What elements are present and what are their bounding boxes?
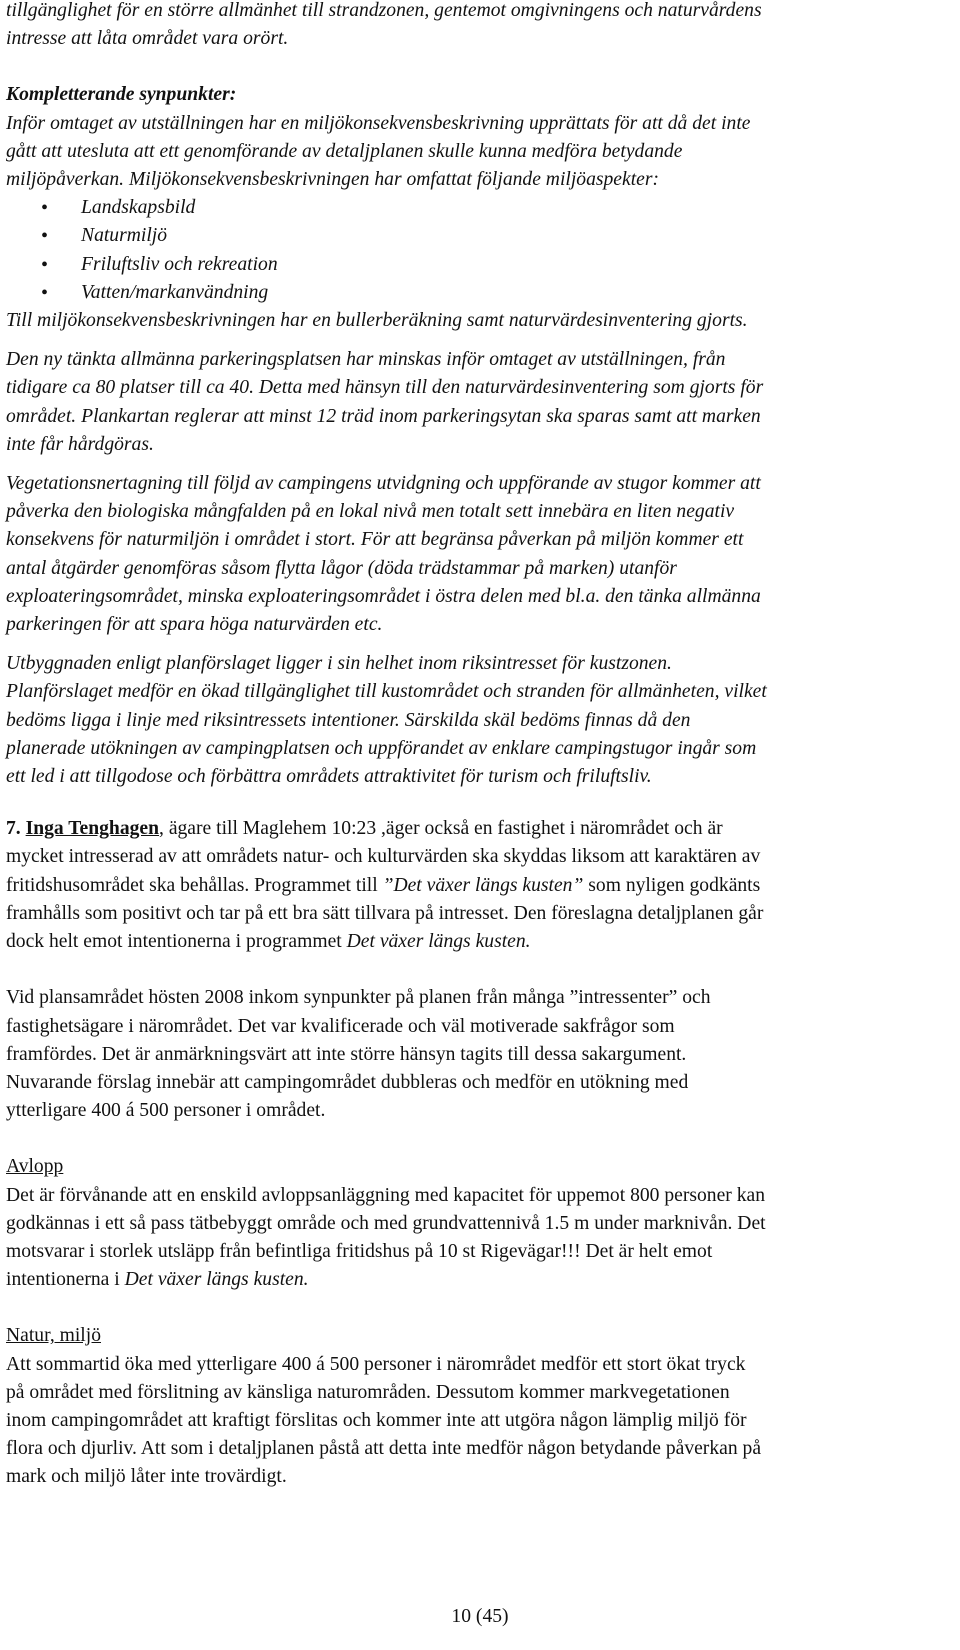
- line: parkeringen för att spara höga naturvärden etc.: [6, 614, 383, 636]
- list-item: • Friluftsliv och rekreation: [6, 251, 912, 279]
- line: Planförslaget medför en ökad tillgänglighet till kustområdet och stranden för allmänheten, vilket: [6, 681, 767, 703]
- line: dock helt emot intentionerna i programmet: [6, 931, 347, 953]
- list-item: • Landskapsbild: [6, 194, 912, 222]
- miljoaspekter-list: [6, 194, 912, 307]
- item-number: 7.: [6, 818, 21, 840]
- line: fastighetsägare i närområdet. Det var kvalificerade och väl motiverade sakfrågor som: [6, 1015, 675, 1037]
- line: Nuvarande förslag innebär att campingområdet dubbleras och medför en utökning med: [6, 1071, 689, 1093]
- line: Att sommartid öka med ytterligare 400 á 500 personer i närområdet medför ett stort ökat tryck: [6, 1353, 746, 1375]
- line: miljöpåverkan. Miljökonsekvensbeskrivningen har omfattat följande miljöaspekter:: [6, 169, 659, 191]
- line: gått att utesluta att ett genomförande av detaljplanen skulle kunna medföra betydande: [6, 140, 683, 162]
- line: Den ny tänkta allmänna parkeringsplatsen har minskas inför omtaget av utställningen, från: [6, 349, 726, 371]
- line: fritidshusområdet ska behållas. Programmet till: [6, 874, 383, 896]
- line: motsvarar i storlek utsläpp från befintliga fritidshus på 10 st Rigevägar!!! Det är helt emot: [6, 1240, 713, 1262]
- list-item: • Vatten/markanvändning: [6, 279, 912, 307]
- line: intresse att låta området vara orört.: [6, 28, 289, 50]
- line: ytterligare 400 á 500 personer i området.: [6, 1100, 326, 1122]
- line: godkännas i ett så pass tätbebyggt område och med grundvattennivå 1.5 m under marknivån. Det: [6, 1212, 766, 1234]
- line: området. Plankartan reglerar att minst 12 träd inom parkeringsytan ska sparas samt att marken: [6, 405, 761, 427]
- program-title: Det växer längs kusten.: [346, 931, 531, 953]
- avlopp-paragraph: [6, 1182, 912, 1295]
- page-number: 10 (45): [451, 1606, 509, 1627]
- line: Det är förvånande att en enskild avloppsanläggning med kapacitet för uppemot 800 personer kan: [6, 1184, 766, 1206]
- author-name: Inga Tenghagen: [25, 818, 160, 840]
- utbyggnad-paragraph: [6, 650, 912, 791]
- line: intentionerna i: [6, 1269, 125, 1291]
- line: inom campingområdet att kraftigt förslitas och kommer inte att utgöra någon lämplig miljö för: [6, 1409, 747, 1431]
- natur-paragraph: [6, 1351, 912, 1492]
- line: påverka den biologiska mångfalden på en lokal nivå men totalt sett innebära en liten negativ: [6, 501, 735, 523]
- line: ett led i att tillgodose och förbättra områdets attraktivitet för turism och friluftsliv.: [6, 766, 652, 788]
- line: inte får hårdgöras.: [6, 433, 154, 455]
- line: bedöms ligga i linje med riksintressets intentioner. Särskilda skäl bedöms finnas då den: [6, 709, 691, 731]
- line: Inför omtaget av utställningen har en miljökonsekvensbeskrivning upprättats för att då det inte: [6, 112, 751, 134]
- line: mycket intresserad av att områdets natur- och kulturvärden ska skyddas liksom att karaktären av: [6, 846, 761, 868]
- line: antal åtgärder genomföras såsom flytta lågor (döda trädstammar på marken) utanför: [6, 557, 677, 579]
- parkering-paragraph: [6, 346, 912, 459]
- plansamrade-paragraph: [6, 984, 912, 1125]
- line: framfördes. Det är anmärkningsvärt att inte större hänsyn tagits till dessa sakargument.: [6, 1043, 687, 1065]
- tenghagen-paragraph: [6, 815, 912, 956]
- program-title: ”Det växer längs kusten”: [382, 874, 584, 896]
- line: mark och miljö låter inte trovärdigt.: [6, 1466, 287, 1488]
- line: framhålls som positivt och tar på ett bra sätt tillvara på intresset. Den föreslagna detaljplanen går: [6, 902, 764, 924]
- line: flora och djurliv. Att som i detaljplanen påstå att detta inte medför någon betydande påverkan på: [6, 1438, 762, 1460]
- line: på området med förslitning av känsliga naturområden. Dessutom kommer markvegetationen: [6, 1381, 730, 1403]
- line: Vegetationsnertagning till följd av campingens utvidgning och uppförande av stugor kommer att: [6, 473, 761, 495]
- line: konsekvens för naturmiljön i området i stort. För att begränsa påverkan på miljön kommer ett: [6, 529, 744, 551]
- vegetation-paragraph: [6, 470, 912, 639]
- kompletterande-paragraph: [6, 110, 912, 195]
- line: Utbyggnaden enligt planförslaget ligger i sin helhet inom riksintresset för kustzonen.: [6, 653, 672, 675]
- line: exploateringsområdet, minska exploateringsområdet i östra delen med bl.a. den tänka allmänna: [6, 585, 761, 607]
- line: , ägare till Maglehem 10:23 ,äger också en fastighet i närområdet och är: [159, 818, 723, 840]
- line: som nyligen godkänts: [583, 874, 761, 896]
- list-item: • Naturmiljö: [6, 222, 912, 250]
- kompletterande-heading: Kompletterande synpunkter:: [6, 84, 237, 106]
- natur-heading: Natur, miljö: [6, 1325, 101, 1347]
- line: planerade utökningen av campingplatsen och uppförandet av enklare campingstugor ingår som: [6, 737, 757, 759]
- line: tillgänglighet för en större allmänhet till strandzonen, gentemot omgivningens och naturvårdens: [6, 0, 762, 21]
- line: tidigare ca 80 platser till ca 40. Detta med hänsyn till den naturvärdesinventering som gjorts för: [6, 377, 764, 399]
- kompletterande-after: Till miljökonsekvensbeskrivningen har en bullerberäkning samt naturvärdesinventering gjorts.: [6, 310, 748, 332]
- avlopp-heading: Avlopp: [6, 1156, 64, 1178]
- program-title: Det växer längs kusten.: [124, 1269, 309, 1291]
- line: Vid plansamrådet hösten 2008 inkom synpunkter på planen från många ”intressenter” och: [6, 987, 711, 1009]
- intro-paragraph: [6, 0, 912, 53]
